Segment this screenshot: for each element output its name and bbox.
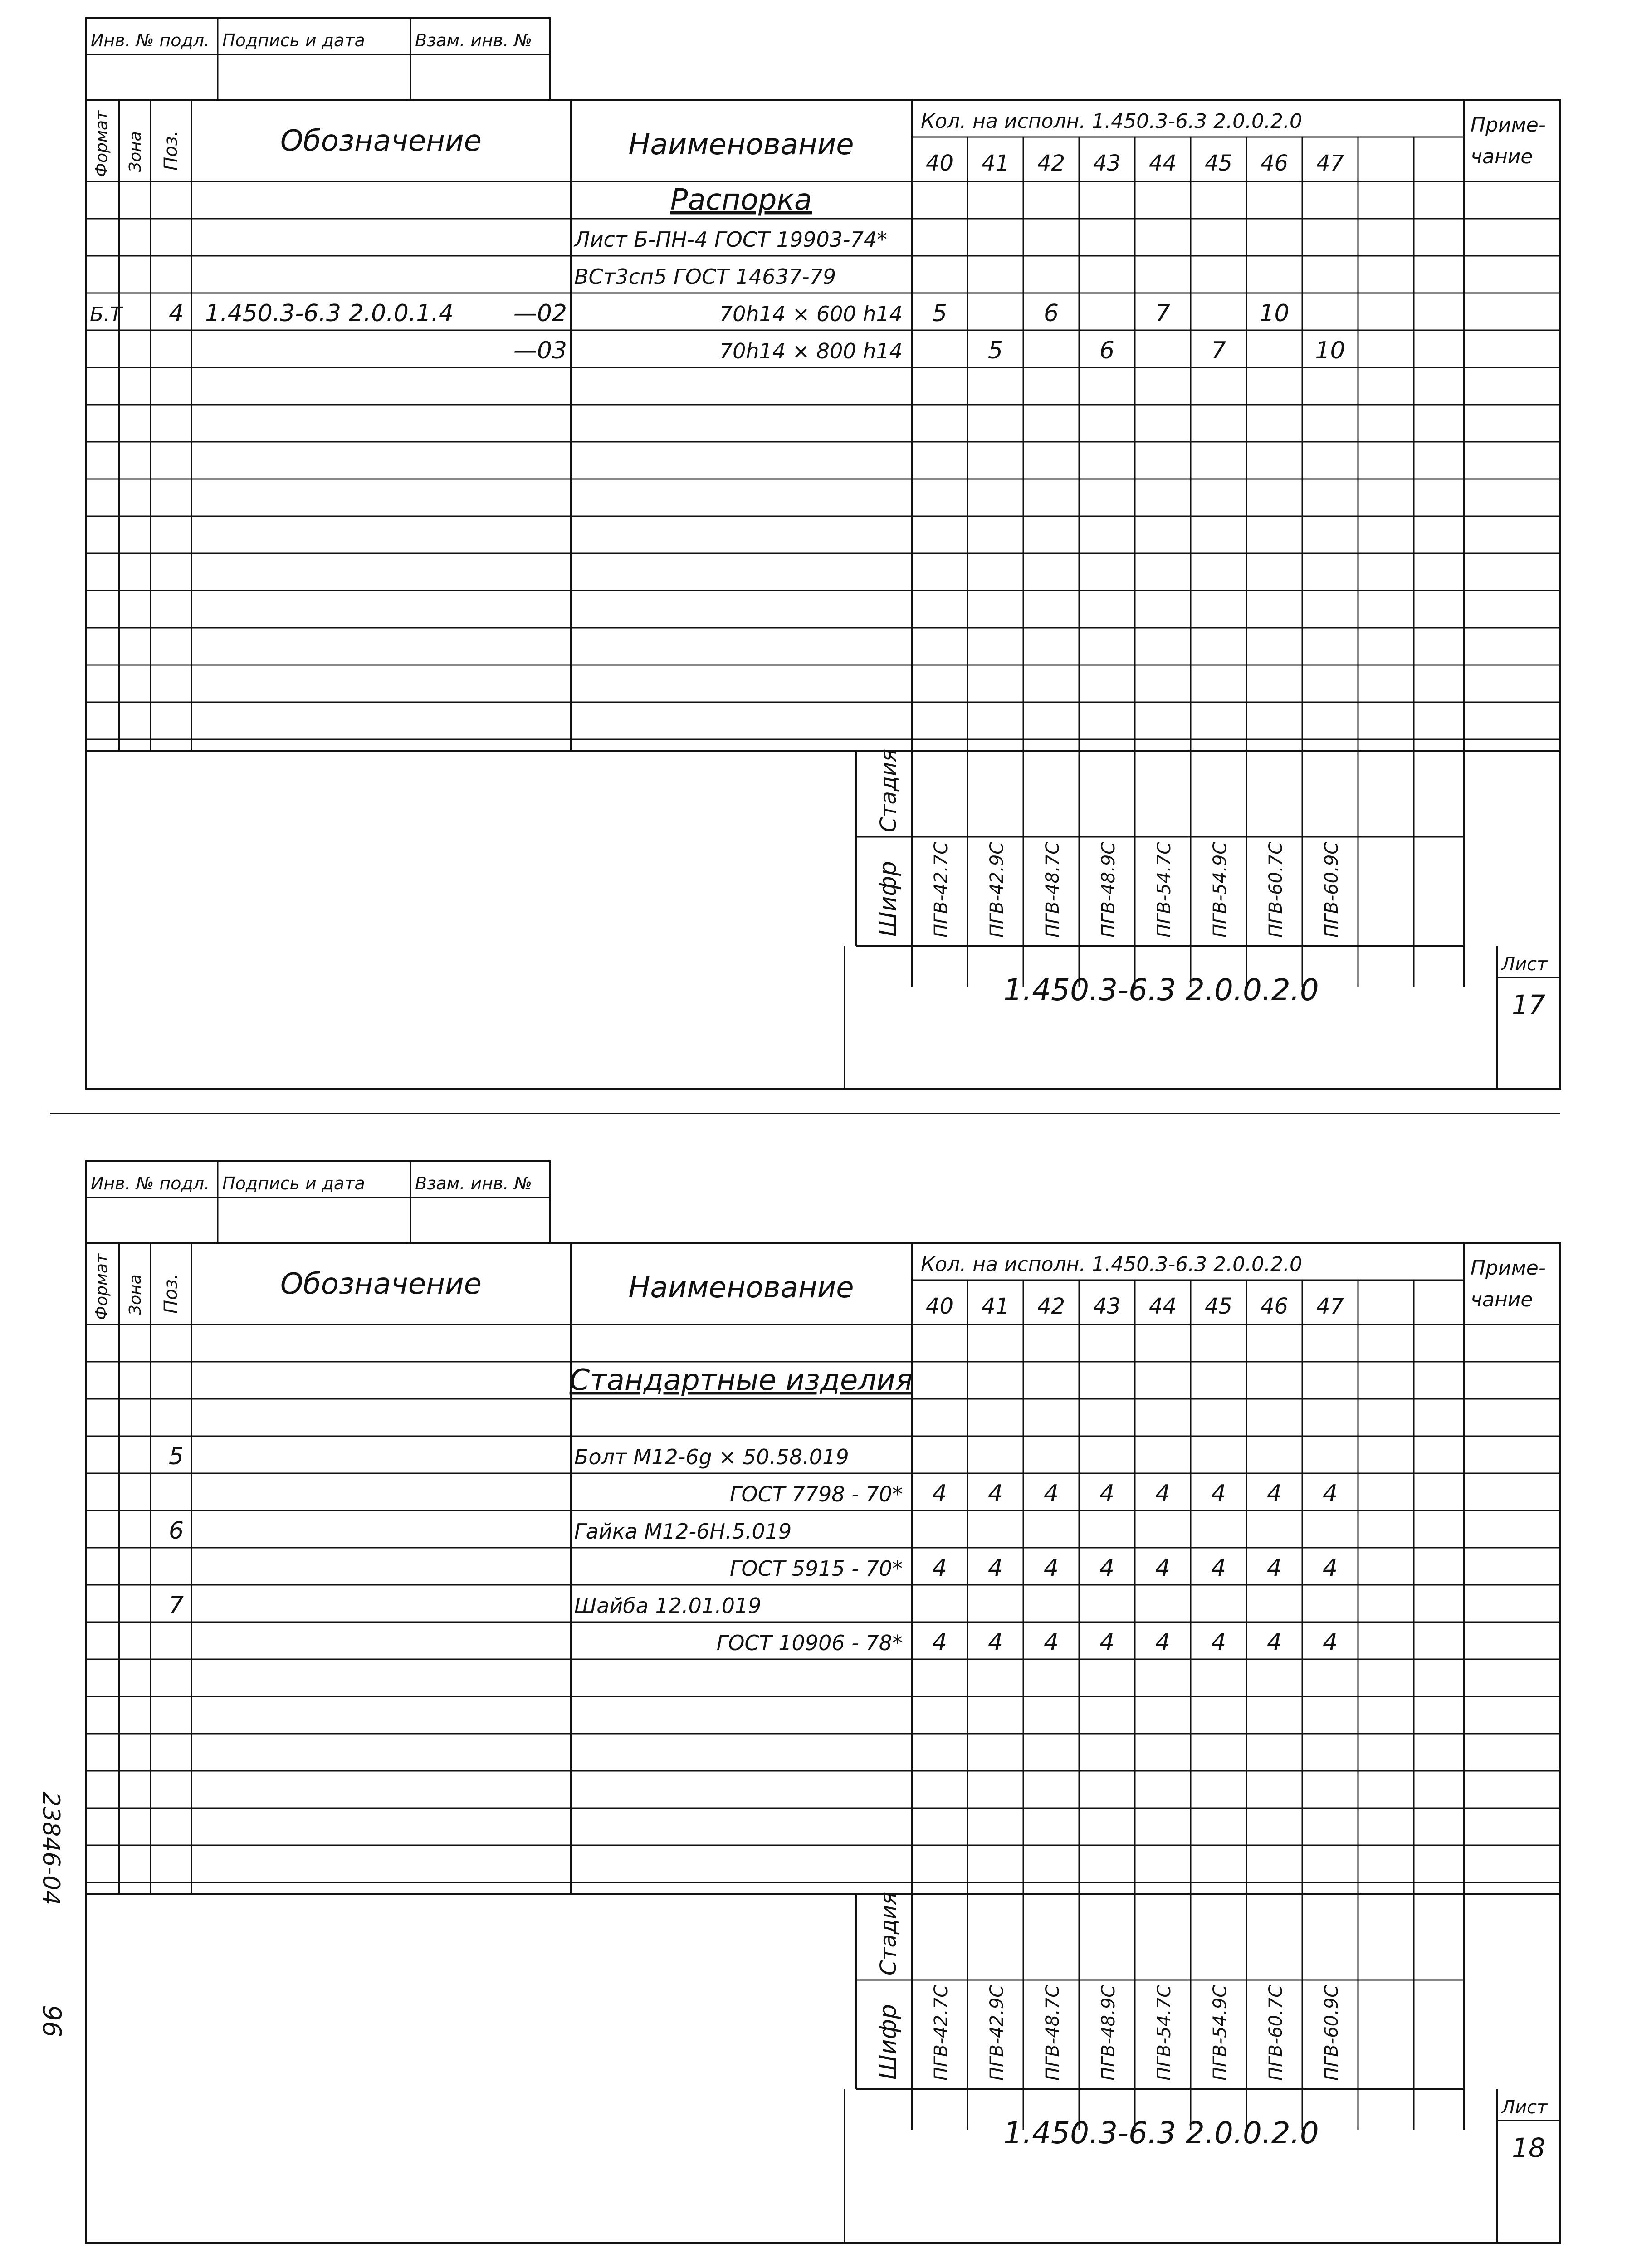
row-name: 70h14 × 600 h14 (719, 302, 903, 326)
cipher-code: ПГВ-54.9С (1210, 841, 1231, 938)
header-designation: Обозначение (280, 124, 482, 158)
header-name: Наименование (628, 128, 854, 161)
table-row (169, 1443, 849, 1470)
row-quantity: 4 (987, 1480, 1003, 1507)
row-quantity: 10 (1259, 300, 1290, 327)
cipher-label: Шифр (875, 861, 902, 937)
sheet-label: Лист (1501, 2097, 1548, 2118)
cipher-code: ПГВ-60.7С (1265, 841, 1286, 938)
cipher-code: ПГВ-60.9С (1321, 1984, 1342, 2081)
row-quantity: 4 (932, 1480, 948, 1507)
qty-column-header: 46 (1260, 151, 1289, 176)
row-quantity: 4 (1043, 1480, 1059, 1507)
approval-stamp (86, 1161, 550, 1243)
row-name: 70h14 × 800 h14 (719, 339, 903, 363)
qty-column-header: 44 (1148, 1294, 1177, 1319)
qty-column-header: 43 (1093, 1294, 1121, 1319)
header-format: Формат (93, 1253, 111, 1320)
stamp-inv-podl-label: Инв. № подл. (91, 1173, 210, 1193)
row-quantity: 5 (932, 300, 948, 327)
row-quantity: 4 (1043, 1554, 1059, 1582)
stamp-replacement-label: Взам. инв. № (415, 1173, 533, 1193)
sheet-label: Лист (1501, 954, 1548, 975)
row-quantity: 4 (987, 1629, 1003, 1656)
table-row (573, 227, 887, 252)
row-quantity: 10 (1315, 337, 1345, 364)
row-name: Болт М12-6g × 50.58.019 (574, 1445, 849, 1469)
row-quantity: 4 (987, 1554, 1003, 1582)
row-position: 4 (169, 300, 184, 327)
row-name: ГОСТ 10906 - 78* (716, 1631, 903, 1655)
cipher-code: ПГВ-48.9С (1098, 841, 1119, 938)
row-quantity: 4 (1266, 1554, 1282, 1582)
qty-column-header: 47 (1316, 151, 1344, 176)
row-position: 7 (169, 1592, 184, 1619)
page-number: 96 (37, 2005, 66, 2038)
row-name: Шайба 12.01.019 (574, 1593, 762, 1618)
row-quantity: 4 (932, 1554, 948, 1582)
row-quantity: 4 (1266, 1629, 1282, 1656)
cipher-code: ПГВ-42.9С (987, 841, 1007, 938)
document-number: 1.450.3-6.3 2.0.0.2.0 (1003, 2116, 1319, 2151)
sheet-number: 18 (1512, 2132, 1545, 2163)
row-designation: 1.450.3-6.3 2.0.0.1.4 (205, 300, 454, 327)
row-quantity: 4 (1155, 1554, 1171, 1582)
header-zone: Зона (126, 1274, 145, 1315)
row-quantity: 4 (1211, 1554, 1226, 1582)
row-quantity: 4 (1099, 1629, 1115, 1656)
cipher-code: ПГВ-42.7С (931, 1984, 952, 2081)
table-row (169, 1592, 762, 1619)
qty-column-header: 40 (925, 1294, 954, 1319)
row-quantity: 4 (932, 1629, 948, 1656)
stamp-inv-podl-label: Инв. № подл. (91, 30, 210, 50)
sheet2-spec-sheet (86, 1161, 1560, 2243)
row-quantity: 4 (1043, 1629, 1059, 1656)
row-quantity: 4 (1099, 1480, 1115, 1507)
cipher-code: ПГВ-60.9С (1321, 841, 1342, 938)
stage-label: Стадия (876, 748, 901, 832)
qty-column-header: 42 (1037, 1294, 1065, 1319)
row-quantity: 4 (1322, 1554, 1338, 1582)
cipher-code: ПГВ-48.7С (1042, 1984, 1063, 2081)
archive-number: 23846-04 (37, 1792, 64, 1906)
row-name: ГОСТ 7798 - 70* (729, 1482, 903, 1506)
stamp-signature-label: Подпись и дата (222, 1173, 365, 1193)
qty-column-header: 46 (1260, 1294, 1289, 1319)
qty-column-header: 41 (981, 1294, 1010, 1319)
row-quantity: 4 (1322, 1629, 1338, 1656)
row-position: 5 (169, 1443, 184, 1470)
qty-column-header: 45 (1204, 1294, 1233, 1319)
row-name: ВСт3сп5 ГОСТ 14637-79 (574, 264, 836, 289)
header-position: Поз. (161, 1273, 181, 1314)
qty-column-header: 45 (1204, 151, 1233, 176)
cipher-code: ПГВ-42.9С (987, 1984, 1007, 2081)
header-quantity: Кол. на исполн. 1.450.3-6.3 2.0.0.2.0 (921, 110, 1303, 133)
row-quantity: 4 (1211, 1480, 1226, 1507)
sheet1-spec-sheet (86, 18, 1560, 1089)
row-quantity: 6 (1099, 337, 1115, 364)
row-quantity: 4 (1211, 1629, 1226, 1656)
cipher-code: ПГВ-54.7С (1154, 1984, 1175, 2081)
row-name: Стандартные изделия (569, 1364, 913, 1397)
row-quantity: 4 (1322, 1480, 1338, 1507)
table-row (670, 183, 812, 217)
header-zone: Зона (126, 131, 145, 172)
approval-stamp (86, 18, 550, 100)
table-row (574, 264, 836, 289)
table-row (717, 1629, 1338, 1656)
qty-column-header: 43 (1093, 151, 1121, 176)
qty-column-header: 40 (925, 151, 954, 176)
row-format: Б.Т (90, 303, 122, 326)
cipher-code: ПГВ-60.7С (1265, 1984, 1286, 2081)
header-name: Наименование (628, 1271, 854, 1305)
header-note: Приме- (1471, 1256, 1546, 1280)
cipher-code: ПГВ-54.9С (1210, 1984, 1231, 2081)
row-quantity: 7 (1155, 300, 1171, 327)
row-variant-suffix: —03 (513, 337, 567, 364)
row-variant-suffix: —02 (513, 300, 567, 327)
title-block (845, 946, 1560, 1089)
row-position: 6 (169, 1517, 184, 1545)
cipher-code: ПГВ-48.7С (1042, 841, 1063, 938)
row-quantity: 4 (1266, 1480, 1282, 1507)
header-quantity: Кол. на исполн. 1.450.3-6.3 2.0.0.2.0 (921, 1253, 1303, 1276)
row-name: Распорка (670, 183, 812, 217)
qty-column-header: 47 (1316, 1294, 1344, 1319)
row-quantity: 4 (1155, 1629, 1171, 1656)
header-note: чание (1471, 145, 1533, 168)
qty-column-header: 44 (1148, 151, 1177, 176)
row-quantity: 7 (1211, 337, 1226, 364)
qty-column-header: 42 (1037, 151, 1065, 176)
row-name: Лист Б-ПН-4 ГОСТ 19903-74* (574, 227, 888, 252)
stage-cipher-block (856, 1892, 1464, 2130)
qty-column-header: 41 (981, 151, 1010, 176)
table-row (90, 300, 1290, 327)
row-name: ГОСТ 5915 - 70* (729, 1556, 903, 1581)
stamp-signature-label: Подпись и дата (222, 30, 365, 50)
row-quantity: 4 (1155, 1480, 1171, 1507)
cipher-label: Шифр (875, 2004, 902, 2080)
row-quantity: 6 (1043, 300, 1059, 327)
table-row (513, 337, 1345, 364)
header-note: чание (1471, 1288, 1533, 1311)
row-name: Гайка М12-6Н.5.019 (574, 1519, 792, 1544)
header-position: Поз. (161, 130, 181, 171)
header-format: Формат (93, 110, 111, 177)
table-row (570, 1364, 913, 1397)
cipher-code: ПГВ-54.7С (1154, 841, 1175, 938)
sheet-number: 17 (1512, 989, 1545, 1020)
stamp-replacement-label: Взам. инв. № (415, 30, 533, 50)
row-quantity: 4 (1099, 1554, 1115, 1582)
document-number: 1.450.3-6.3 2.0.0.2.0 (1003, 973, 1319, 1007)
stage-label: Стадия (876, 1892, 901, 1975)
title-block (845, 2089, 1560, 2243)
stage-cipher-block (856, 749, 1464, 987)
header-note: Приме- (1471, 113, 1546, 137)
table-row (169, 1517, 792, 1545)
row-quantity: 5 (987, 337, 1003, 364)
header-designation: Обозначение (280, 1267, 482, 1301)
cipher-code: ПГВ-48.9С (1098, 1984, 1119, 2081)
cipher-code: ПГВ-42.7С (931, 841, 952, 938)
